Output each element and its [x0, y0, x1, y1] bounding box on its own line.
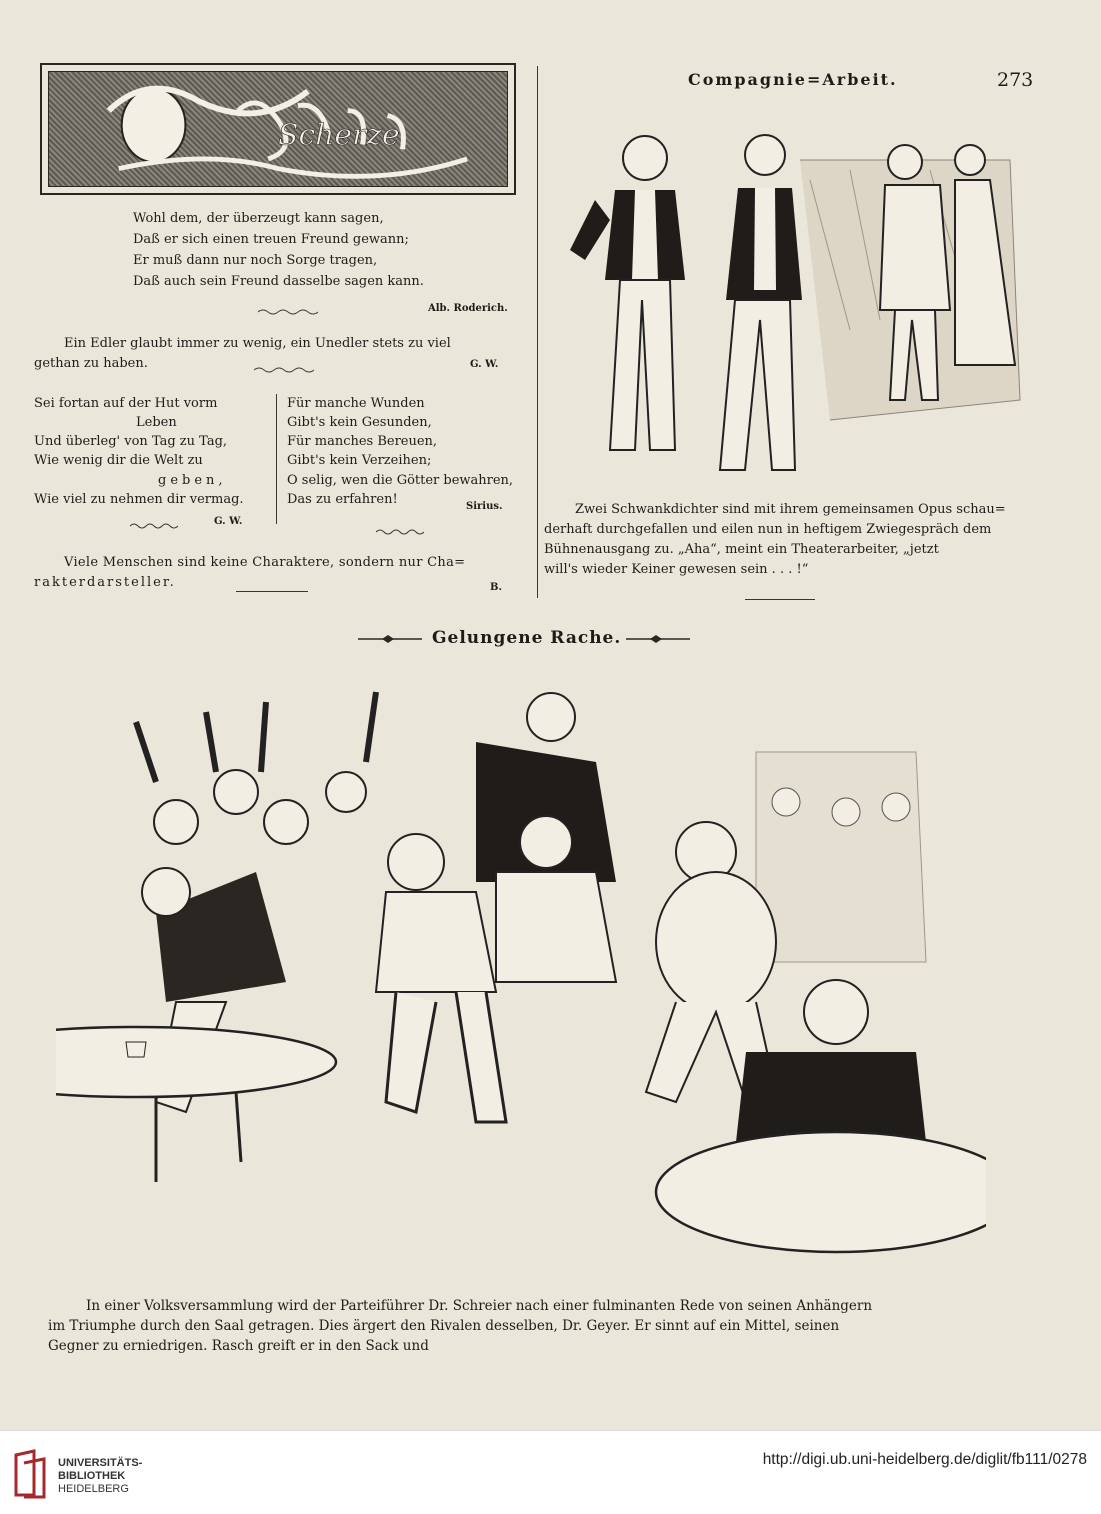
aphorism1-signature: G. W. [470, 359, 499, 370]
library-logo-icon [14, 1449, 50, 1499]
page-header-title: Compagnie=Arbeit. [688, 70, 898, 89]
poem-right-line: Das zu erfahren! [287, 492, 398, 507]
poem-right-line: Für manche Wunden [287, 396, 425, 411]
wavy-rule [254, 366, 314, 374]
page-number: 273 [997, 69, 1034, 91]
poem-left-line: Wie wenig dir die Welt zu [34, 453, 203, 468]
banner-label: Scherze [278, 117, 400, 152]
ornament-illustration [49, 72, 507, 186]
poem-left-line: Leben [136, 415, 177, 430]
wavy-rule [130, 522, 178, 530]
brand-line: UNIVERSITÄTS- [58, 1457, 143, 1469]
separator-line [236, 591, 308, 592]
bottom-caption-line: In einer Volksversammlung wird der Parteiführer Dr. Schreier nach einer fulminanten Rede von seinen Anhängern [86, 1298, 873, 1314]
bottom-caption-line: im Triumphe durch den Saal getragen. Dies ärgert den Rivalen desselben, Dr. Geyer. Er sinnt auf ein Mittel, seinen [48, 1318, 840, 1334]
bottom-caption-line: Gegner zu erniedrigen. Rasch greift er in den Sack und [48, 1338, 429, 1354]
poem1-line: Daß auch sein Freund dasselbe sagen kann. [133, 274, 424, 289]
poem1-signature: Alb. Roderich. [428, 303, 508, 314]
wavy-rule [376, 528, 424, 536]
poem-right-line: Gibt's kein Verzeihen; [287, 453, 432, 468]
top-caption-line: will's wieder Keiner gewesen sein . . . !“ [544, 562, 809, 577]
brand-line: HEIDELBERG [58, 1483, 129, 1495]
top-caption-line: derhaft durchgefallen und eilen nun in heftigem Zwiegespräch dem [544, 522, 992, 537]
poem1-line: Er muß dann nur noch Sorge tragen, [133, 253, 378, 268]
poem-right-signature: Sirius. [466, 501, 503, 512]
poem1-line: Daß er sich einen treuen Freund gewann; [133, 232, 409, 247]
scherze-banner [40, 63, 516, 195]
top-caption-line: Bühnenausgang zu. „Aha“, meint ein Theaterarbeiter, „jetzt [544, 542, 939, 557]
top-caption-line: Zwei Schwankdichter sind mit ihrem gemeinsamen Opus schau= [575, 502, 1006, 517]
column-divider [537, 66, 538, 598]
poem-left-line: Und überleg' von Tag zu Tag, [34, 434, 228, 449]
brand-line: BIBLIOTHEK [58, 1470, 126, 1482]
banner-ornament [48, 71, 508, 187]
separator-line [745, 599, 815, 600]
poem-right-line: O selig, wen die Götter bewahren, [287, 473, 514, 488]
aphorism2-line1: Viele Menschen sind keine Charaktere, sondern nur Cha= [64, 555, 466, 570]
section-title: Gelungene Rache. [432, 628, 622, 648]
theater-illustration [550, 100, 1050, 490]
assembly-illustration [56, 662, 986, 1297]
library-footer [0, 1430, 1101, 1514]
wavy-rule [258, 308, 318, 316]
poem-left-line: Wie viel zu nehmen dir vermag. [34, 492, 244, 507]
library-brand [58, 1457, 142, 1496]
source-url-link[interactable]: http://digi.ub.uni-heidelberg.de/diglit/fb111/0278 [762, 1451, 1087, 1468]
left-ornament-rule [358, 634, 422, 644]
poem1-line: Wohl dem, der überzeugt kann sagen, [133, 211, 384, 226]
right-ornament-rule [626, 634, 690, 644]
poem-left-line: Sei fortan auf der Hut vorm [34, 396, 218, 411]
aphorism1-line2: gethan zu haben. [34, 356, 148, 371]
aphorism2-signature: B. [490, 582, 502, 593]
poem-column-divider [276, 394, 277, 524]
poem-left-line: geben, [158, 473, 227, 488]
aphorism2-line2: rakterdarsteller. [34, 575, 176, 590]
poem-left-signature: G. W. [214, 516, 243, 527]
aphorism1-line1: Ein Edler glaubt immer zu wenig, ein Unedler stets zu viel [64, 336, 451, 351]
poem-right-line: Für manches Bereuen, [287, 434, 438, 449]
poem-right-line: Gibt's kein Gesunden, [287, 415, 432, 430]
